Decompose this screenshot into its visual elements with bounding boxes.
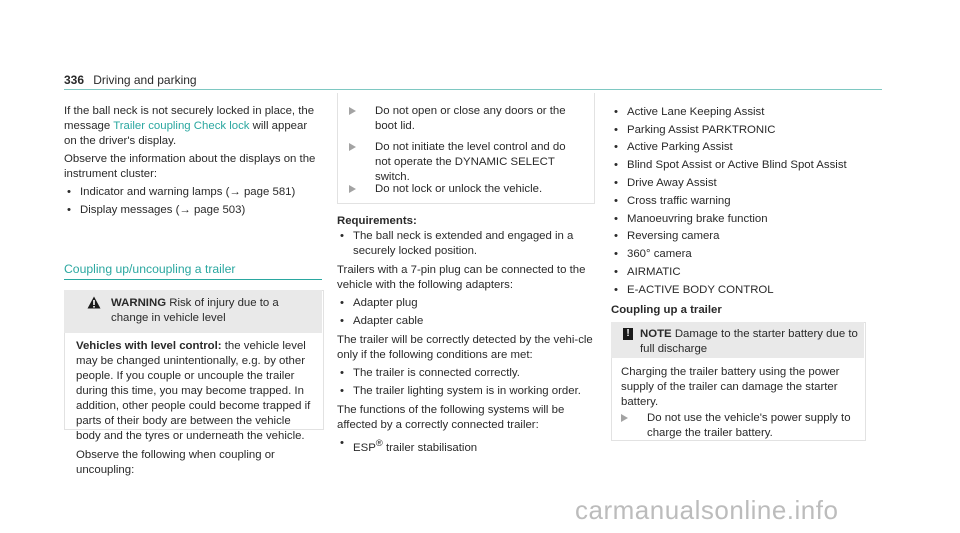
display-message-name: Trailer coupling Check lock xyxy=(113,120,250,132)
requirements-heading: Requirements: xyxy=(337,215,417,227)
note-title xyxy=(640,327,858,357)
affected-systems-list xyxy=(611,102,881,298)
section-divider xyxy=(64,279,322,280)
column-left xyxy=(64,104,322,218)
arrow-icon xyxy=(349,143,356,151)
note-label: NOTE xyxy=(640,328,672,340)
intro-paragraph xyxy=(64,104,322,149)
list-item: • Adapter cable xyxy=(337,314,597,329)
list-item: • Parking Assist PARKTRONIC xyxy=(611,123,881,138)
section-heading: Coupling up/uncoupling a trailer xyxy=(64,262,236,276)
intro-text: If the ball neck is not securely locked in place, the message xyxy=(64,105,315,132)
header-divider xyxy=(64,89,882,90)
list-item: • Display messages (→ page 503) xyxy=(64,203,322,218)
registered-mark: ® xyxy=(375,438,383,449)
conditions-intro: The trailer will be correctly detected by the vehi-cle only if the following conditions are met: xyxy=(337,334,593,361)
column-middle xyxy=(337,214,597,456)
warning-paragraph xyxy=(76,339,312,444)
arrow-icon xyxy=(349,107,356,115)
instruction-step xyxy=(349,104,579,134)
note-title-text: Damage to the starter battery due to full discharge xyxy=(640,328,858,355)
warning-body-label: Vehicles with level control: xyxy=(76,340,222,352)
note-body: Charging the trailer battery using the power supply of the trailer can damage the starter battery. xyxy=(621,366,840,408)
page-header-title: Driving and parking xyxy=(93,73,197,87)
list-item: • Adapter plug xyxy=(337,296,597,311)
page-number: 336 xyxy=(64,73,85,87)
list-item: • The trailer lighting system is in working order. xyxy=(337,384,597,399)
warning-body xyxy=(76,339,312,482)
instruction-text: Do not lock or unlock the vehicle. xyxy=(375,183,543,195)
list-item: • Cross traffic warning xyxy=(611,194,881,209)
observe-paragraph: Observe the information about the displays on the instrument cluster: xyxy=(64,153,316,180)
instruction-step xyxy=(349,140,579,185)
list-item: • Active Parking Assist xyxy=(611,140,881,155)
conditions-list xyxy=(337,366,597,399)
list-item: • The trailer is connected correctly. xyxy=(337,366,597,381)
list-item: • Blind Spot Assist or Active Blind Spot Assist xyxy=(611,158,881,173)
intro-text-end: will appear on the driver's display. xyxy=(64,120,308,147)
coupling-heading: Coupling up a trailer xyxy=(611,304,722,316)
esp-text: trailer stabilisation xyxy=(382,441,478,454)
systems-list-start xyxy=(337,436,597,456)
list-item: • Manoeuvring brake function xyxy=(611,212,881,227)
arrow-icon xyxy=(349,185,356,193)
arrow-icon xyxy=(621,414,628,422)
warning-body-text: the vehicle level may be changed unintentionally, e.g. by other people. If you couple or uncouple the trailer during this time, you may become trapped. In addition, other people could become trapped if parts of their body are between the vehicle body and the tyres or underneath the vehicle. xyxy=(76,340,311,442)
instruction-step xyxy=(621,411,857,441)
adapters-intro: Trailers with a 7-pin plug can be connected to the vehicle with the following adapters: xyxy=(337,264,586,291)
list-item xyxy=(337,436,597,456)
warning-label: WARNING xyxy=(111,297,167,309)
warning-observe: Observe the following when coupling or uncoupling: xyxy=(76,449,275,476)
reference-list xyxy=(64,185,322,218)
list-item: • E-ACTIVE BODY CONTROL xyxy=(611,283,881,298)
requirements-list xyxy=(337,229,597,259)
instruction-step xyxy=(349,182,579,197)
exclamation-icon: ! xyxy=(623,328,633,340)
systems-intro: The functions of the following systems will be affected by a correctly connected trailer: xyxy=(337,404,565,431)
instruction-text: Do not open or close any doors or the boot lid. xyxy=(375,105,566,132)
page-header xyxy=(64,73,882,89)
watermark: carmanualsonline.info xyxy=(575,495,839,525)
instruction-text: Do not initiate the level control and do not operate the DYNAMIC SELECT switch. xyxy=(375,141,566,183)
list-item: • Active Lane Keeping Assist xyxy=(611,105,881,120)
list-item: • Drive Away Assist xyxy=(611,176,881,191)
warning-title-text: Risk of injury due to a change in vehicle level xyxy=(111,297,279,324)
list-item: • AIRMATIC xyxy=(611,265,881,280)
esp-label: ESP xyxy=(353,441,376,454)
list-item: • The ball neck is extended and engaged in a securely locked position. xyxy=(337,229,597,259)
list-item: • Reversing camera xyxy=(611,229,881,244)
warning-title xyxy=(111,296,311,326)
instruction-text: Do not use the vehicle's power supply to charge the trailer battery. xyxy=(647,412,851,439)
list-item: • Indicator and warning lamps (→ page 581) xyxy=(64,185,322,200)
warning-triangle-icon xyxy=(87,296,101,309)
list-item: • 360° camera xyxy=(611,247,881,262)
adapters-list xyxy=(337,296,597,329)
